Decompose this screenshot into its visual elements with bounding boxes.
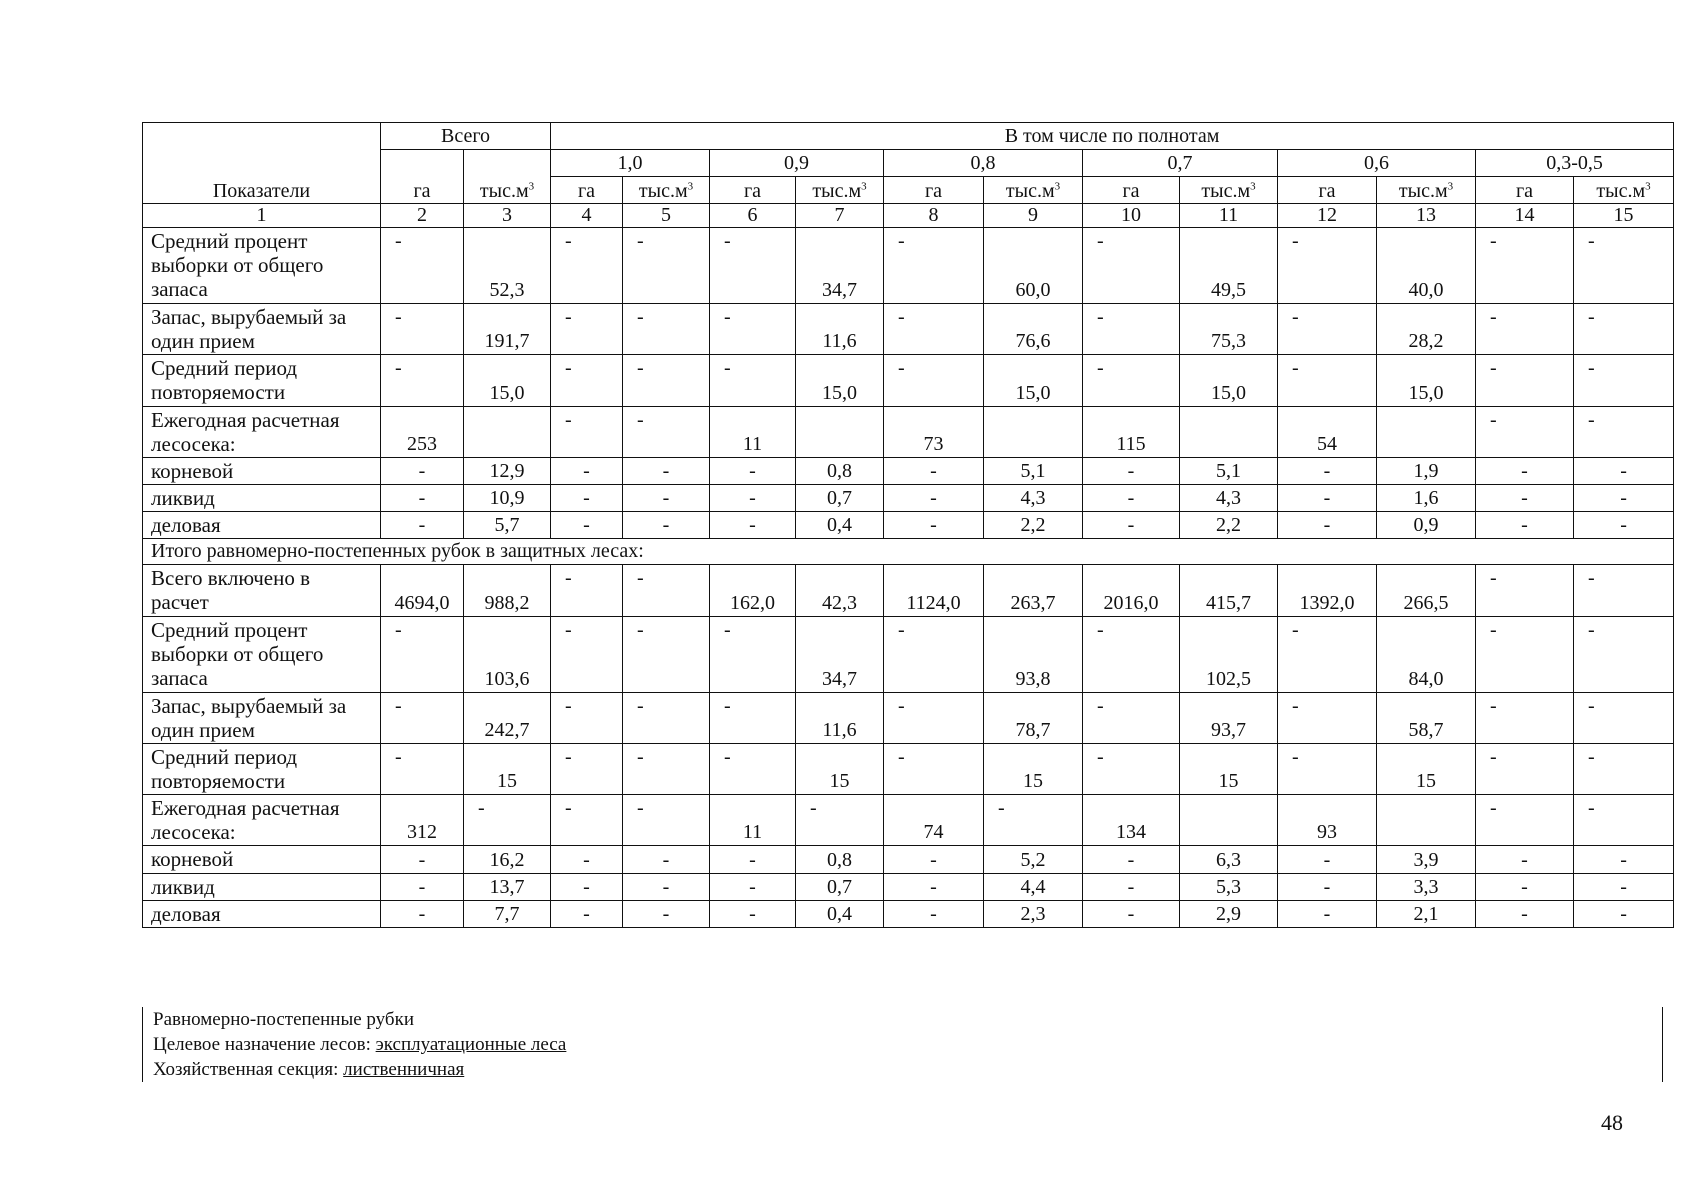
table-cell: -: [551, 846, 623, 873]
table-cell: 16,2: [464, 846, 551, 873]
table-cell: -: [1083, 355, 1180, 406]
table-row: [143, 616, 1674, 692]
table-cell: 1392,0: [1278, 565, 1377, 616]
table-cell: -: [1278, 900, 1377, 927]
table-cell: 0,8: [796, 457, 884, 484]
table-cell: -: [623, 406, 710, 457]
table-cell: 1,6: [1377, 484, 1476, 511]
unit-vol-header: $тыс.м^3$: [984, 177, 1083, 204]
table-cell: 162,0: [710, 565, 796, 616]
column-number: 1: [143, 204, 381, 228]
table-cell: -: [1278, 457, 1377, 484]
table-cell: 7,7: [464, 900, 551, 927]
section-row: [143, 539, 1674, 565]
table-cell: -: [623, 565, 710, 616]
table-cell: -: [1476, 304, 1574, 355]
table-cell: 415,7: [1180, 565, 1278, 616]
column-number: 11: [1180, 204, 1278, 228]
table-cell: 15: [464, 743, 551, 794]
table-cell: -: [623, 900, 710, 927]
table-cell: 4,3: [984, 484, 1083, 511]
table-cell: -: [1574, 304, 1674, 355]
table-cell: 2,1: [1377, 900, 1476, 927]
forest-purpose-value: эксплуатационные леса: [375, 1034, 567, 1055]
column-number: 7: [796, 204, 884, 228]
table-body: [143, 228, 1674, 928]
table-cell: -: [1476, 743, 1574, 794]
table-cell: -: [1476, 228, 1574, 304]
table-row: [143, 512, 1674, 539]
table-cell: -: [1083, 846, 1180, 873]
unit-ha-header: га: [1278, 177, 1377, 204]
table-row: [143, 846, 1674, 873]
table-cell: -: [1574, 484, 1674, 511]
table-cell: -: [381, 228, 464, 304]
table-header: [143, 123, 1674, 228]
column-number: 14: [1476, 204, 1574, 228]
table-cell: -: [1574, 873, 1674, 900]
table-cell: -: [551, 304, 623, 355]
table-cell: -: [1083, 616, 1180, 692]
table-cell: 3,9: [1377, 846, 1476, 873]
table-cell: -: [623, 795, 710, 846]
unit-ha-header: га: [710, 177, 796, 204]
table-cell: 34,7: [796, 228, 884, 304]
table-cell: -: [1278, 743, 1377, 794]
table-cell: 15: [984, 743, 1083, 794]
table-row: [143, 484, 1674, 511]
table-cell: -: [1574, 616, 1674, 692]
table-cell: 5,7: [464, 512, 551, 539]
table-cell: -: [884, 457, 984, 484]
row-label: ликвид: [143, 484, 381, 511]
table-cell: 103,6: [464, 616, 551, 692]
table-cell: 1124,0: [884, 565, 984, 616]
row-label: деловая: [143, 512, 381, 539]
row-label: Всего включено в расчет: [143, 565, 381, 616]
table-row: [143, 228, 1674, 304]
table-cell: -: [1476, 355, 1574, 406]
table-cell: -: [1476, 457, 1574, 484]
table-cell: 78,7: [984, 692, 1083, 743]
density-header: 0,7: [1083, 150, 1278, 177]
table-cell: 42,3: [796, 565, 884, 616]
table-cell: -: [1476, 406, 1574, 457]
table-cell: 15: [1180, 743, 1278, 794]
table-row: [143, 743, 1674, 794]
table-cell: 1,9: [1377, 457, 1476, 484]
table-cell: -: [381, 512, 464, 539]
table-cell: -: [884, 873, 984, 900]
table-cell: -: [1083, 304, 1180, 355]
table-cell: -: [710, 512, 796, 539]
table-cell: 2,2: [984, 512, 1083, 539]
table-cell: 11: [710, 406, 796, 457]
table-cell: -: [1476, 900, 1574, 927]
unit-vol-header: $тыс.м^3$: [1180, 177, 1278, 204]
table-cell: -: [710, 743, 796, 794]
table-cell: -: [1574, 900, 1674, 927]
table-row: [143, 355, 1674, 406]
table-cell: -: [623, 355, 710, 406]
table-cell: -: [1083, 457, 1180, 484]
table-cell: 0,4: [796, 512, 884, 539]
table-cell: 115: [1083, 406, 1180, 457]
table-cell: -: [1574, 565, 1674, 616]
table-cell: 4,3: [1180, 484, 1278, 511]
table-cell: 0,8: [796, 846, 884, 873]
table-cell: 134: [1083, 795, 1180, 846]
table-cell: 11: [710, 795, 796, 846]
table-cell: -: [1574, 228, 1674, 304]
table-cell: 263,7: [984, 565, 1083, 616]
table-cell: -: [1083, 228, 1180, 304]
total-vol-header: $тыс.м^3$: [464, 150, 551, 204]
table-cell: 15: [796, 743, 884, 794]
column-number: 3: [464, 204, 551, 228]
economic-section-note: Хозяйственная секция: лиственничная: [153, 1059, 465, 1080]
table-cell: -: [381, 304, 464, 355]
table-cell: 12,9: [464, 457, 551, 484]
table-cell: -: [623, 457, 710, 484]
unit-vol-header: $тыс.м^3$: [1574, 177, 1674, 204]
table-cell: -: [381, 457, 464, 484]
table-cell: -: [710, 355, 796, 406]
table-cell: -: [884, 616, 984, 692]
table-cell: 34,7: [796, 616, 884, 692]
table-row: [143, 795, 1674, 846]
table-cell: -: [710, 846, 796, 873]
row-label: Средний период повторяемости: [143, 743, 381, 794]
column-number: 12: [1278, 204, 1377, 228]
table-cell: -: [1476, 692, 1574, 743]
table-cell: -: [1476, 873, 1574, 900]
table-cell: -: [381, 616, 464, 692]
table-cell: -: [1574, 846, 1674, 873]
table-cell: -: [551, 457, 623, 484]
column-number-row: [143, 204, 1674, 228]
table-row: [143, 406, 1674, 457]
table-cell: -: [623, 743, 710, 794]
table-cell: 15,0: [984, 355, 1083, 406]
table-cell: 10,9: [464, 484, 551, 511]
row-label: Ежегодная расчетная лесосека:: [143, 795, 381, 846]
table-cell: -: [623, 304, 710, 355]
table-cell: -: [623, 873, 710, 900]
row-label: ликвид: [143, 873, 381, 900]
table-cell: 0,9: [1377, 512, 1476, 539]
table-cell: 0,4: [796, 900, 884, 927]
table-cell: -: [551, 743, 623, 794]
table-cell: -: [381, 900, 464, 927]
table-row: [143, 457, 1674, 484]
table-cell: -: [1083, 512, 1180, 539]
unit-ha-header: га: [1083, 177, 1180, 204]
table-cell: 13,7: [464, 873, 551, 900]
table-cell: 15,0: [1180, 355, 1278, 406]
table-row: [143, 304, 1674, 355]
table-row: [143, 692, 1674, 743]
table-cell: 4694,0: [381, 565, 464, 616]
table-cell: -: [551, 795, 623, 846]
table-cell: -: [623, 484, 710, 511]
table-cell: 0,7: [796, 873, 884, 900]
table-cell: 76,6: [984, 304, 1083, 355]
table-cell: -: [710, 228, 796, 304]
table-cell: -: [1278, 228, 1377, 304]
table-cell: -: [1083, 692, 1180, 743]
table-cell: 5,1: [984, 457, 1083, 484]
table-cell: 93,7: [1180, 692, 1278, 743]
indicators-header: Показатели: [143, 123, 381, 204]
table-cell: 15,0: [796, 355, 884, 406]
unit-vol-header: $тыс.м^3$: [796, 177, 884, 204]
table-cell: -: [551, 484, 623, 511]
table-cell: 93,8: [984, 616, 1083, 692]
table-row: [143, 900, 1674, 927]
table-row: [143, 873, 1674, 900]
table-cell: -: [884, 512, 984, 539]
density-header: 0,3-0,5: [1476, 150, 1674, 177]
table-cell: 3,3: [1377, 873, 1476, 900]
page-number: 48: [1601, 1110, 1623, 1135]
table-cell: -: [1476, 512, 1574, 539]
column-number: 2: [381, 204, 464, 228]
row-label: Средний процент выборки от общего запаса: [143, 228, 381, 304]
table-cell: -: [623, 846, 710, 873]
column-number: 10: [1083, 204, 1180, 228]
table-cell: -: [884, 304, 984, 355]
table-cell: -: [381, 743, 464, 794]
table-cell: 40,0: [1377, 228, 1476, 304]
table-cell: -: [551, 512, 623, 539]
table-cell: -: [710, 304, 796, 355]
column-number: 9: [984, 204, 1083, 228]
unit-ha-header: га: [1476, 177, 1574, 204]
section-title: Итого равномерно-постепенных рубок в защитных лесах:: [143, 539, 1674, 565]
table-footer-notes: [142, 1007, 1663, 1082]
table-cell: -: [623, 512, 710, 539]
table-cell: -: [884, 484, 984, 511]
table-row: [143, 565, 1674, 616]
table-cell: 102,5: [1180, 616, 1278, 692]
table-cell: -: [623, 692, 710, 743]
table-cell: -: [884, 846, 984, 873]
table-cell: 253: [381, 406, 464, 457]
table-cell: -: [1278, 873, 1377, 900]
total-ha-header: га: [381, 150, 464, 204]
table-cell: -: [1476, 484, 1574, 511]
table-cell: -: [710, 457, 796, 484]
density-header: 0,8: [884, 150, 1083, 177]
table-cell: -: [551, 565, 623, 616]
table-cell: 15,0: [464, 355, 551, 406]
table-cell: 58,7: [1377, 692, 1476, 743]
row-label: деловая: [143, 900, 381, 927]
density-header: 0,9: [710, 150, 884, 177]
table-cell: -: [884, 355, 984, 406]
table-cell: [796, 406, 884, 457]
table-cell: -: [1278, 616, 1377, 692]
table-cell: -: [884, 900, 984, 927]
table-cell: 11,6: [796, 692, 884, 743]
table-cell: -: [710, 692, 796, 743]
economic-section-value: лиственничная: [343, 1059, 465, 1080]
table-cell: -: [1278, 355, 1377, 406]
unit-ha-header: га: [551, 177, 623, 204]
table-cell: 2,2: [1180, 512, 1278, 539]
column-number: 13: [1377, 204, 1476, 228]
by-density-header: В том числе по полнотам: [551, 123, 1674, 150]
table-cell: 5,3: [1180, 873, 1278, 900]
table-cell: -: [551, 355, 623, 406]
row-label: Средний период повторяемости: [143, 355, 381, 406]
table-cell: -: [1574, 406, 1674, 457]
table-cell: 93: [1278, 795, 1377, 846]
table-cell: -: [1278, 692, 1377, 743]
table-cell: -: [551, 228, 623, 304]
density-header: 0,6: [1278, 150, 1476, 177]
table-cell: 15: [1377, 743, 1476, 794]
forest-felling-table: [142, 122, 1674, 928]
table-cell: 2,9: [1180, 900, 1278, 927]
table-cell: [464, 406, 551, 457]
table-cell: 60,0: [984, 228, 1083, 304]
table-cell: 266,5: [1377, 565, 1476, 616]
column-number: 6: [710, 204, 796, 228]
table-cell: 49,5: [1180, 228, 1278, 304]
table-cell: -: [884, 692, 984, 743]
column-number: 8: [884, 204, 984, 228]
table-cell: -: [551, 900, 623, 927]
table-cell: -: [884, 743, 984, 794]
table-cell: -: [710, 873, 796, 900]
table-cell: -: [1574, 512, 1674, 539]
table-cell: 15,0: [1377, 355, 1476, 406]
table-cell: 312: [381, 795, 464, 846]
table-cell: -: [623, 616, 710, 692]
table-cell: -: [884, 228, 984, 304]
table-cell: -: [1574, 457, 1674, 484]
table-cell: -: [381, 484, 464, 511]
table-cell: 28,2: [1377, 304, 1476, 355]
table-cell: -: [464, 795, 551, 846]
table-cell: -: [551, 406, 623, 457]
table-cell: [984, 406, 1083, 457]
row-label: корневой: [143, 457, 381, 484]
forest-purpose-note: Целевое назначение лесов: эксплуатационные леса: [153, 1034, 567, 1055]
unit-vol-header: $тыс.м^3$: [1377, 177, 1476, 204]
table-cell: 2016,0: [1083, 565, 1180, 616]
table-cell: -: [1083, 743, 1180, 794]
table-cell: 73: [884, 406, 984, 457]
table-cell: -: [1476, 616, 1574, 692]
column-number: 4: [551, 204, 623, 228]
felling-type-note: Равномерно-постепенные рубки: [153, 1009, 414, 1030]
table-cell: 75,3: [1180, 304, 1278, 355]
table-cell: -: [381, 692, 464, 743]
table-cell: -: [623, 228, 710, 304]
table-cell: -: [381, 355, 464, 406]
table-cell: -: [1476, 565, 1574, 616]
table-cell: -: [1083, 484, 1180, 511]
table-cell: [1377, 795, 1476, 846]
table-cell: 2,3: [984, 900, 1083, 927]
table-cell: -: [551, 873, 623, 900]
table-cell: -: [551, 692, 623, 743]
row-label: Запас, вырубаемый за один прием: [143, 692, 381, 743]
table-cell: -: [1278, 846, 1377, 873]
table-cell: 0,7: [796, 484, 884, 511]
row-label: Средний процент выборки от общего запаса: [143, 616, 381, 692]
table-cell: 5,1: [1180, 457, 1278, 484]
table-cell: [1180, 795, 1278, 846]
column-number: 15: [1574, 204, 1674, 228]
table-cell: -: [1574, 692, 1674, 743]
row-label: Ежегодная расчетная лесосека:: [143, 406, 381, 457]
unit-ha-header: га: [884, 177, 984, 204]
table-cell: 74: [884, 795, 984, 846]
table-cell: -: [1278, 304, 1377, 355]
table-cell: 191,7: [464, 304, 551, 355]
table-cell: -: [710, 900, 796, 927]
table-cell: 11,6: [796, 304, 884, 355]
table-cell: -: [1574, 743, 1674, 794]
table-cell: -: [381, 846, 464, 873]
row-label: корневой: [143, 846, 381, 873]
table-cell: -: [1278, 484, 1377, 511]
table-cell: [1377, 406, 1476, 457]
table-cell: -: [1476, 795, 1574, 846]
table-cell: -: [710, 484, 796, 511]
table-cell: [1180, 406, 1278, 457]
table-cell: -: [1083, 900, 1180, 927]
table-cell: 242,7: [464, 692, 551, 743]
table-cell: -: [1476, 846, 1574, 873]
table-cell: -: [984, 795, 1083, 846]
table-cell: -: [710, 616, 796, 692]
table-cell: 6,3: [1180, 846, 1278, 873]
unit-vol-header: $тыс.м^3$: [623, 177, 710, 204]
table-cell: 52,3: [464, 228, 551, 304]
column-number: 5: [623, 204, 710, 228]
table-cell: -: [1574, 355, 1674, 406]
table-cell: -: [381, 873, 464, 900]
density-header: 1,0: [551, 150, 710, 177]
table-cell: 54: [1278, 406, 1377, 457]
table-cell: -: [1278, 512, 1377, 539]
total-header: Всего: [381, 123, 551, 150]
table-cell: -: [551, 616, 623, 692]
table-cell: -: [796, 795, 884, 846]
table-cell: -: [1083, 873, 1180, 900]
table-cell: 84,0: [1377, 616, 1476, 692]
table-cell: 988,2: [464, 565, 551, 616]
table-cell: 4,4: [984, 873, 1083, 900]
table-cell: -: [1574, 795, 1674, 846]
table-cell: 5,2: [984, 846, 1083, 873]
row-label: Запас, вырубаемый за один прием: [143, 304, 381, 355]
